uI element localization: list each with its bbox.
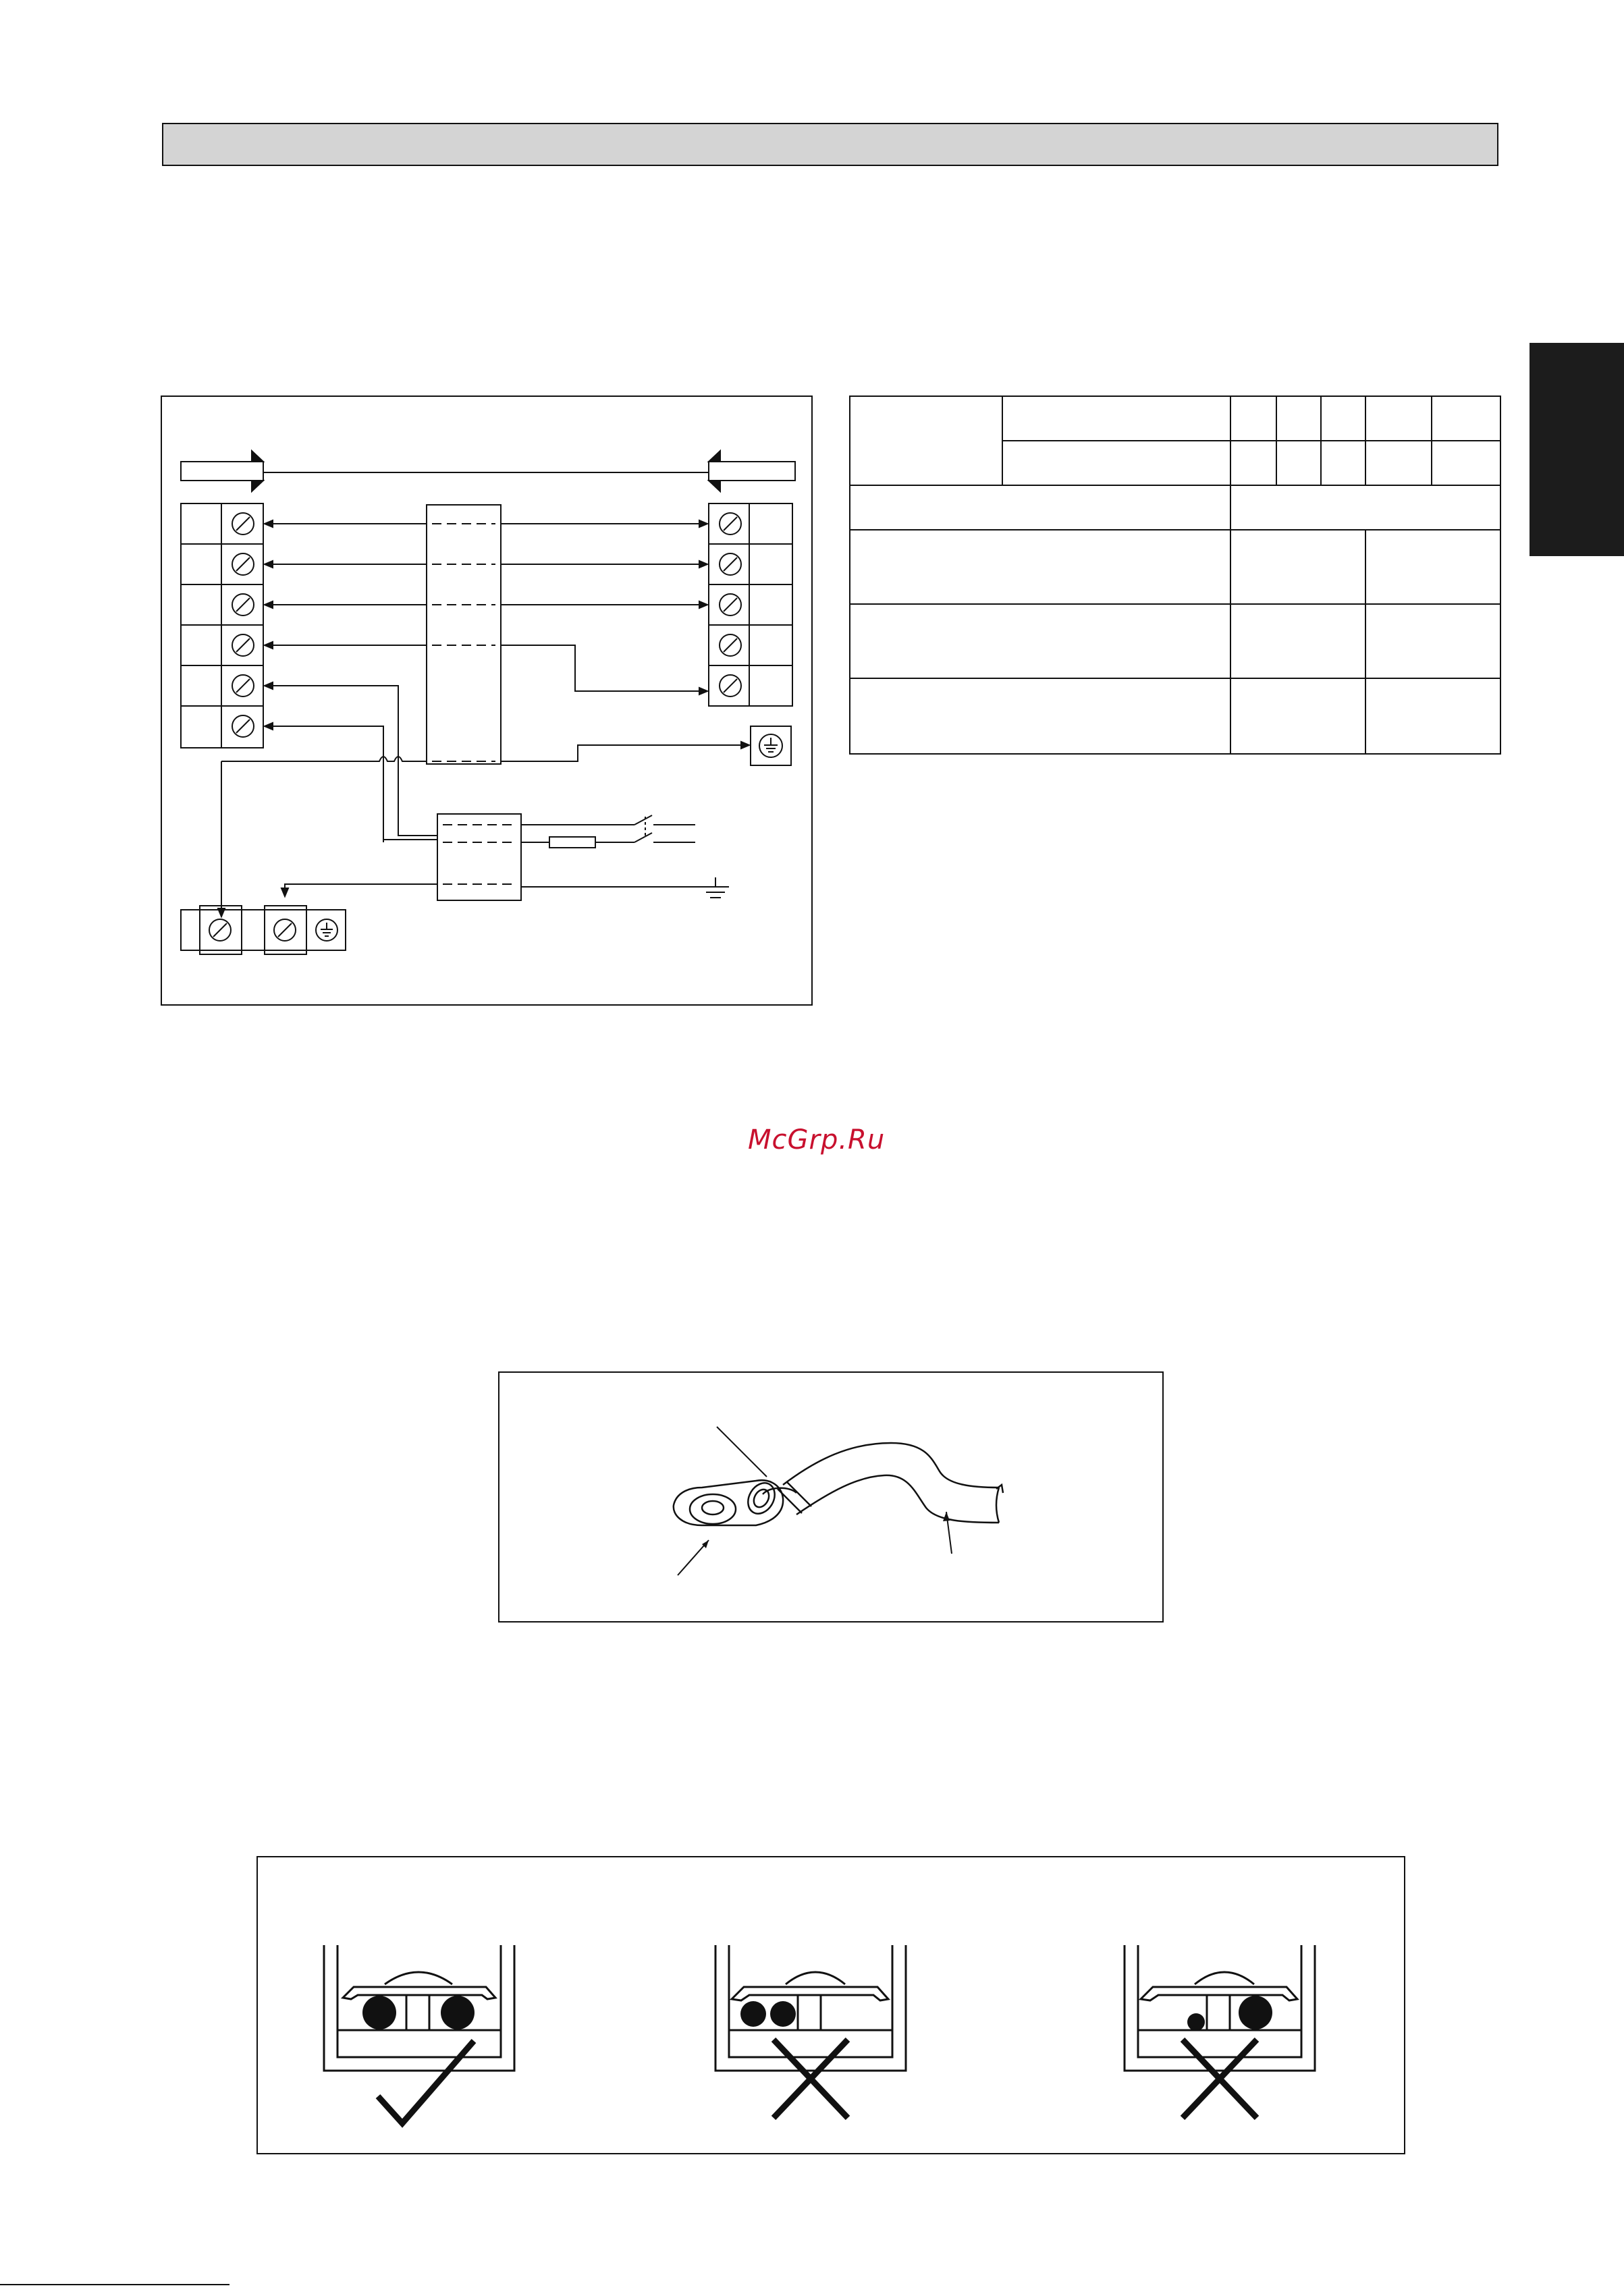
table-cell xyxy=(850,396,1002,485)
table-cell xyxy=(1365,530,1500,604)
terminal-screw-icon xyxy=(232,634,254,656)
check-icon xyxy=(378,2041,474,2123)
table-cell xyxy=(1321,396,1365,441)
table-cell xyxy=(1432,441,1500,485)
connection-examples-panel xyxy=(256,1856,1405,2154)
earth-terminal-icon xyxy=(316,919,337,941)
connecting-cable-box xyxy=(427,505,501,764)
terminal-screw-icon xyxy=(720,513,741,535)
switch-icon xyxy=(634,815,695,842)
crimp-terminal-panel xyxy=(498,1371,1164,1623)
table-cell xyxy=(1365,678,1500,754)
indoor-terminal-block xyxy=(181,503,263,748)
bottom-terminal-strip xyxy=(181,906,346,954)
ground-icon xyxy=(702,877,729,898)
table-row xyxy=(850,604,1500,678)
breaker-box xyxy=(437,814,521,900)
terminal-screw-icon xyxy=(232,553,254,575)
table-cell xyxy=(1276,396,1321,441)
cross-icon xyxy=(1183,2040,1257,2118)
terminal-screw-icon xyxy=(232,594,254,616)
table-cell xyxy=(850,604,1230,678)
table-cell xyxy=(1365,604,1500,678)
terminal-screw-icon xyxy=(232,675,254,697)
spec-table xyxy=(849,396,1501,755)
table-cell xyxy=(1365,441,1432,485)
footer-rule xyxy=(0,2284,229,2285)
wiring-diagram-panel xyxy=(161,396,813,1006)
terminal-screw-icon xyxy=(720,634,741,656)
table-row xyxy=(850,678,1500,754)
table-row xyxy=(850,396,1500,441)
table-cell xyxy=(1432,396,1500,441)
table-cell xyxy=(1230,396,1276,441)
connection-examples-figure xyxy=(258,1857,1404,2153)
terminal-screw-icon xyxy=(232,715,254,737)
terminal-screw-icon xyxy=(209,919,231,941)
correct-connection-example xyxy=(324,1945,514,2123)
table-cell xyxy=(850,485,1230,530)
cross-icon xyxy=(774,2040,848,2118)
terminal-screw-icon xyxy=(232,513,254,535)
table-cell xyxy=(1365,396,1432,441)
outdoor-terminal-block xyxy=(709,503,792,706)
terminal-screw-icon xyxy=(720,594,741,616)
table-cell xyxy=(1230,604,1365,678)
table-cell xyxy=(1230,678,1365,754)
table-cell xyxy=(1276,441,1321,485)
terminal-screw-icon xyxy=(720,675,741,697)
table-row xyxy=(850,530,1500,604)
wiring-diagram xyxy=(162,397,811,1004)
terminal-screw-icon xyxy=(720,553,741,575)
crimp-terminal-figure xyxy=(499,1373,1162,1621)
incorrect-connection-example xyxy=(1125,1945,1315,2118)
section-header-bar xyxy=(162,123,1498,166)
table-cell xyxy=(1230,441,1276,485)
table-cell xyxy=(1321,441,1365,485)
table-cell xyxy=(850,530,1230,604)
chapter-side-tab xyxy=(1530,343,1624,556)
table-cell xyxy=(850,678,1230,754)
table-cell xyxy=(1230,485,1500,530)
terminal-screw-icon xyxy=(274,919,296,941)
cable-icon xyxy=(783,1443,1003,1523)
table-row xyxy=(850,485,1500,530)
watermark-text: McGrp.Ru xyxy=(748,1124,886,1155)
incorrect-connection-example xyxy=(715,1945,906,2118)
indoor-unit-arrow-icon xyxy=(181,451,263,491)
table-cell xyxy=(1230,530,1365,604)
ring-terminal-icon xyxy=(674,1478,783,1525)
table-cell xyxy=(1002,441,1230,485)
earth-terminal-icon xyxy=(751,726,791,765)
outdoor-unit-arrow-icon xyxy=(709,451,795,491)
table-cell xyxy=(1002,396,1230,441)
fuse-icon xyxy=(549,837,595,848)
